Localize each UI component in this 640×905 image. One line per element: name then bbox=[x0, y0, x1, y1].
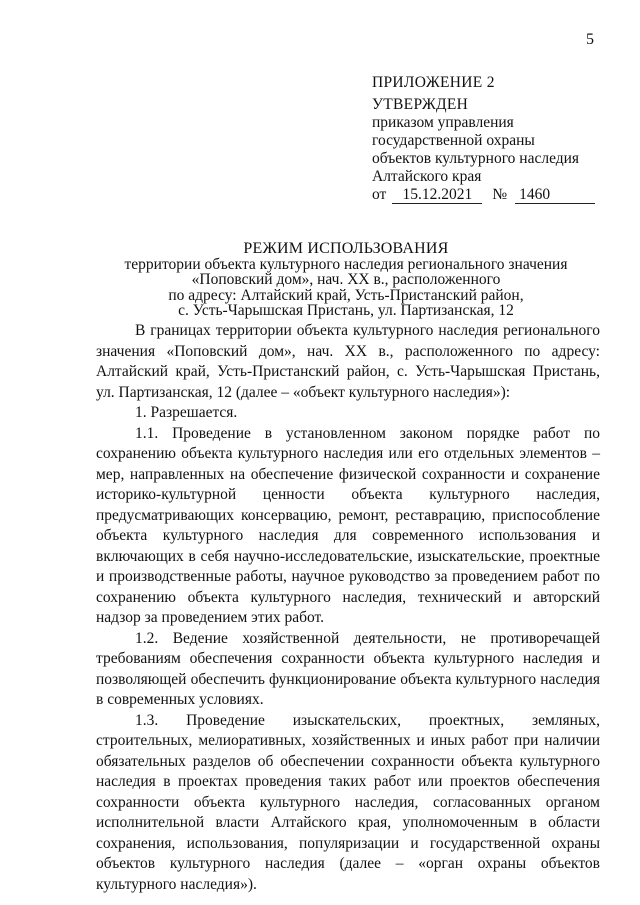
order-reference bbox=[372, 186, 595, 204]
document-body bbox=[96, 321, 600, 895]
order-number-label: № bbox=[492, 186, 508, 203]
approval-line: государственной охраны bbox=[372, 132, 535, 149]
appendix-title: ПРИЛОЖЕНИЕ 2 bbox=[372, 74, 495, 91]
order-date: 15.12.2021 bbox=[392, 186, 482, 204]
approval-line: приказом управления bbox=[372, 114, 514, 131]
approval-line: Алтайского края bbox=[372, 168, 482, 185]
approval-line: объектов культурного наследия bbox=[372, 150, 580, 167]
regime-title-block bbox=[96, 241, 596, 319]
clause-paragraph: 1.2. Ведение хозяйственной деятельности, не противоречащей требованиям обеспечения сохранности объекта культурного наследия и позволяющей обеспечить функционирование объекта культурного наследия в современных условиях. bbox=[96, 629, 600, 708]
clause-paragraph: 1.1. Проведение в установленном законом порядке работ по сохранению объекта культурного наследия или его отдельных элементов – мер, направленных на обеспечение физической сохранности и сохранение историко-культурной ценности объекта культурного наследия, предусматривающих консервацию, ремонт, реставрацию, приспособление объекта культурного наследия для современного использования и включающих в себя научно-исследовательские, изыскательские, проектные и производственные работы, научное руководство за проведением работ по сохранению объекта культурного наследия, технический и авторский надзор за проведением этих работ. bbox=[96, 424, 600, 626]
heading-line: с. Усть-Чарышская Пристань, ул. Партизанская, 12 bbox=[178, 302, 514, 319]
order-number: 1460 bbox=[515, 186, 595, 204]
approved-label: УТВЕРЖДЕН bbox=[372, 96, 469, 113]
clause-paragraph: 1.3. Проведение изыскательских, проектных, земляных, строительных, мелиоративных, хозяйственных и иных работ при наличии обязательных разделов об обеспечении сохранности объекта культурного наследия в проектах проведения таких работ или проектов обеспечения сохранности объекта культурного наследия, согласованных органом исполнительной власти Алтайского края, уполномоченным в области сохранения, использования, популяризации и государственной охраны объектов культурного наследия (далее – «орган охраны объектов культурного наследия»). bbox=[96, 711, 600, 893]
heading-line: «Поповский дом», нач. XX в., расположенного bbox=[191, 271, 501, 288]
heading-line: территории объекта культурного наследия регионального значения bbox=[124, 255, 568, 273]
approval-block bbox=[372, 74, 595, 204]
order-prefix: от bbox=[372, 186, 387, 203]
heading-line: по адресу: Алтайский край, Усть-Пристанский район, bbox=[168, 286, 524, 304]
page-number: 5 bbox=[586, 31, 594, 48]
section-title: 1. Разрешается. bbox=[135, 404, 238, 421]
document-heading: РЕЖИМ ИСПОЛЬЗОВАНИЯ bbox=[243, 240, 449, 257]
intro-paragraph: В границах территории объекта культурного наследия регионального значения «Поповский дом», нач. XX в., расположенного по адресу: Алтайский край, Усть-Пристанский район, с. Усть-Чарышская Пристань, ул. Партизанская, 12 (далее – «объект культурного наследия»): bbox=[96, 322, 600, 401]
